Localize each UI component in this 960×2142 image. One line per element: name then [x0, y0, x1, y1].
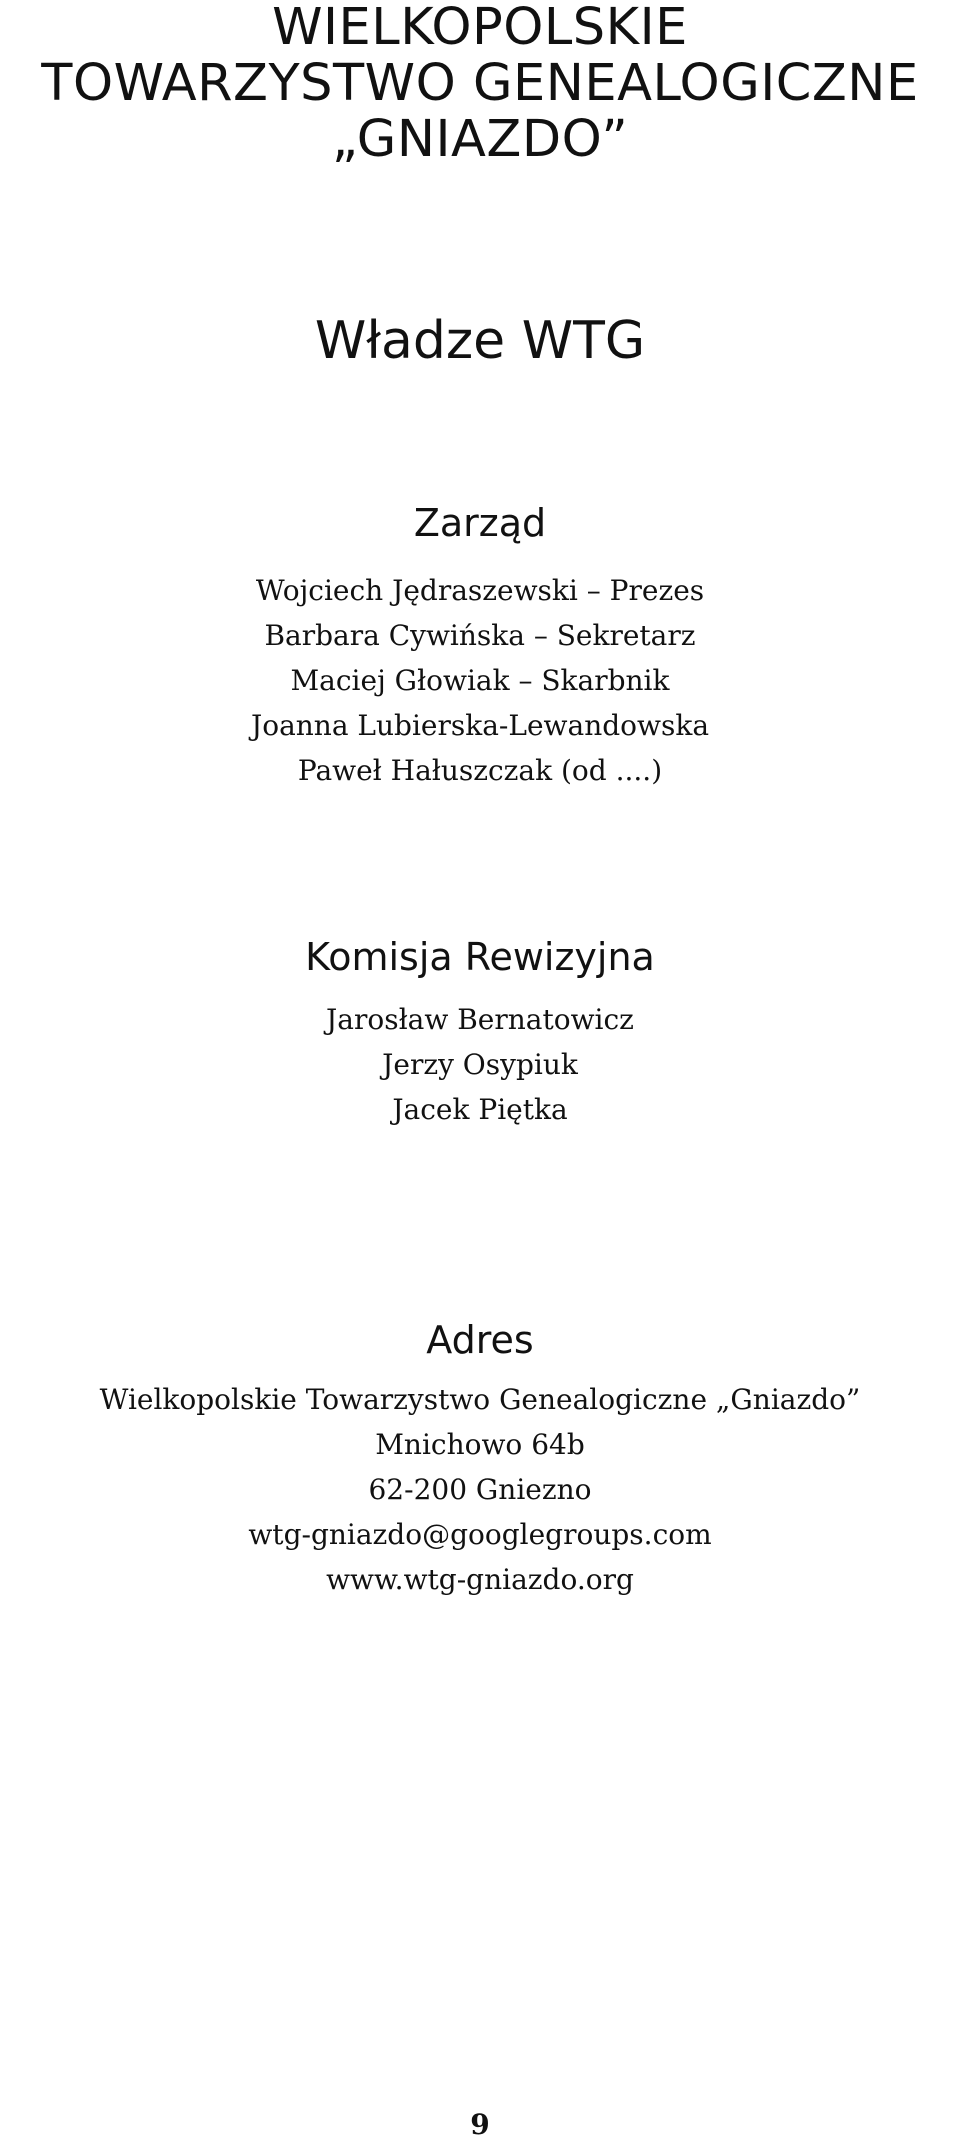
organization-title — [0, 0, 960, 168]
page-heading: Władze WTG — [314, 311, 646, 371]
board-member: Barbara Cywińska – Sekretarz — [264, 619, 696, 652]
audit-committee-member: Jarosław Bernatowicz — [326, 1003, 634, 1036]
board-member: Paweł Hałuszczak (od ....) — [297, 754, 663, 787]
board-member: Joanna Lubierska-Lewandowska — [250, 709, 710, 742]
address-postal-city: 62-200 Gniezno — [368, 1473, 592, 1506]
organization-title-line-3: „GNIAZDO” — [331, 110, 629, 169]
audit-committee-member: Jerzy Osypiuk — [382, 1048, 578, 1081]
address-website: www.wtg-gniazdo.org — [326, 1563, 634, 1596]
board-member: Wojciech Jędraszewski – Prezes — [255, 574, 705, 607]
board-members-list — [0, 568, 960, 793]
address-organization-name: Wielkopolskie Towarzystwo Genealogiczne „Gniazdo” — [99, 1383, 861, 1416]
address-street: Mnichowo 64b — [375, 1428, 585, 1461]
page-number: 9 — [470, 2108, 490, 2141]
address-lines — [0, 1377, 960, 1602]
organization-title-line-2: TOWARZYSTWO GENEALOGICZNE — [41, 54, 919, 113]
board-heading: Zarząd — [413, 501, 547, 545]
organization-title-line-1: WIELKOPOLSKIE — [272, 0, 688, 57]
audit-committee-heading: Komisja Rewizyjna — [305, 935, 655, 979]
board-member: Maciej Głowiak – Skarbnik — [290, 664, 670, 697]
address-email: wtg-gniazdo@googlegroups.com — [248, 1518, 712, 1551]
address-heading: Adres — [426, 1318, 534, 1362]
audit-committee-member: Jacek Piętka — [392, 1093, 568, 1126]
audit-committee-members-list — [0, 997, 960, 1132]
